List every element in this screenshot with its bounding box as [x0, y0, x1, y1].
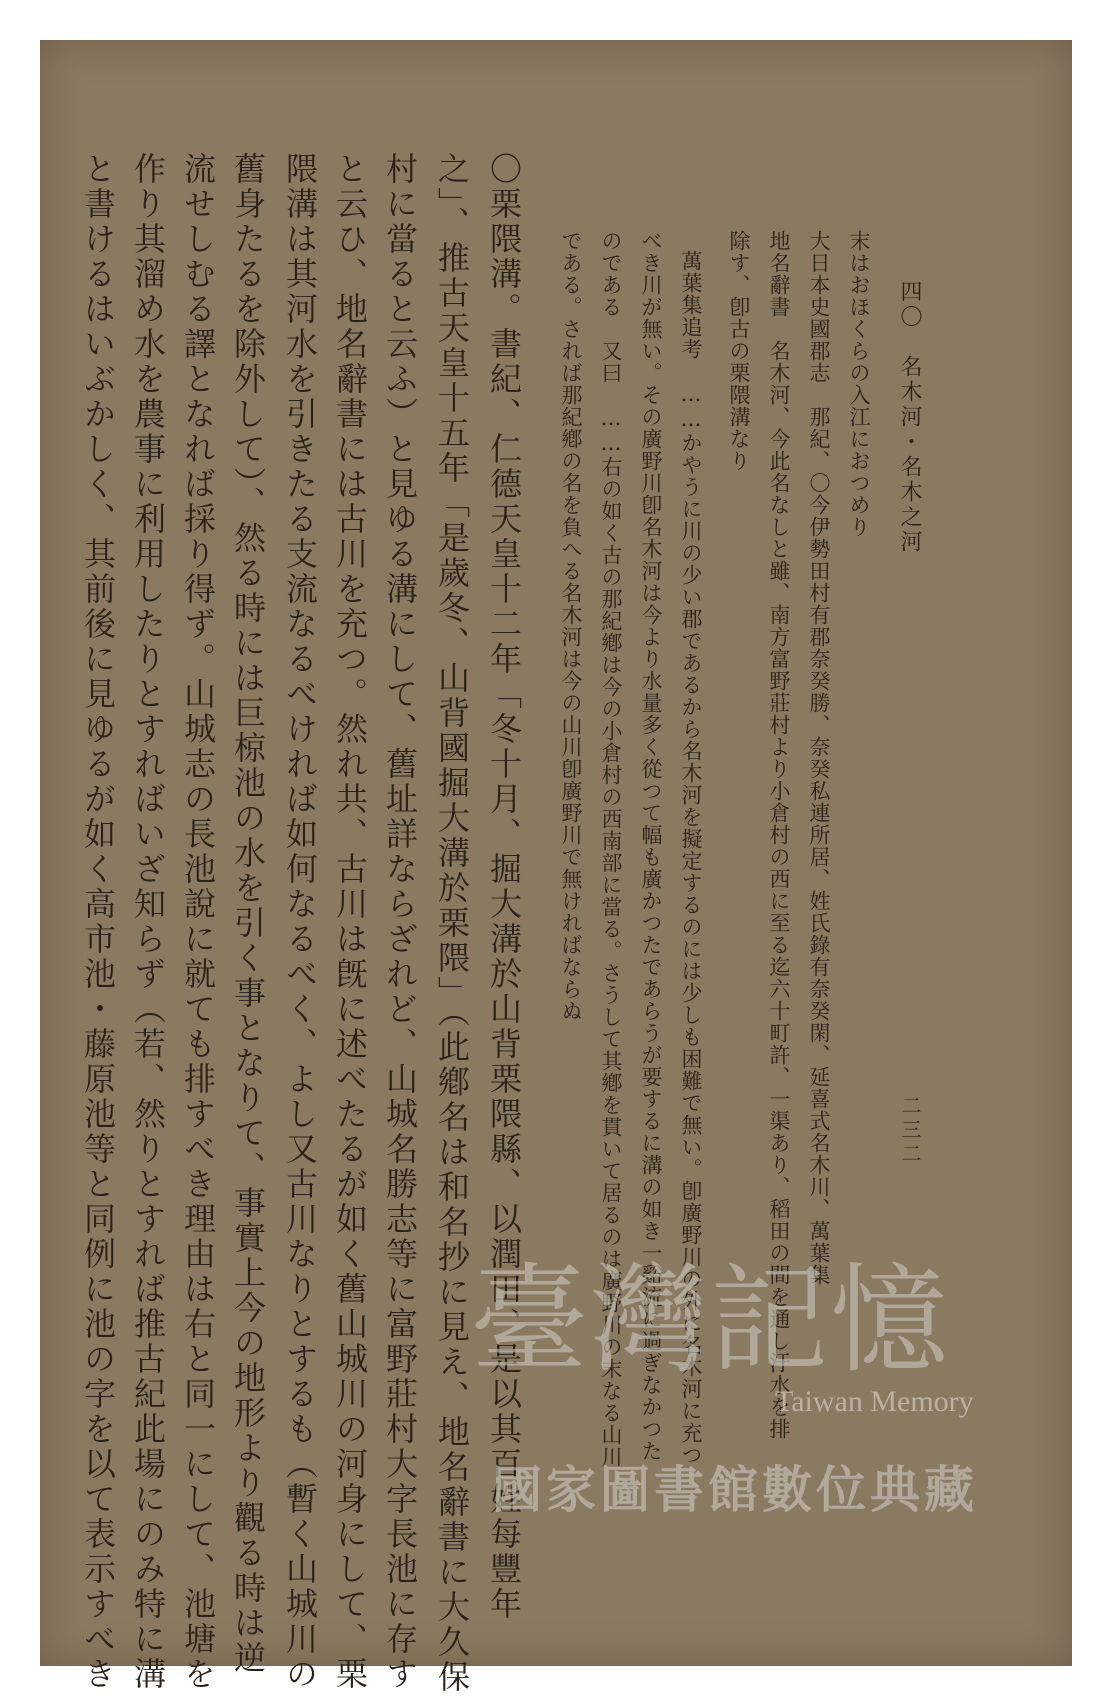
watermark-english: Taiwan Memory [775, 1385, 974, 1418]
page-number: 二三二 [898, 1095, 922, 1167]
text-column: 除す、卽古の栗隈溝なり [727, 230, 751, 472]
text-column: のである 又曰 ……右の如く古の那紀鄕は今の小倉村の西南部に當る。さうして其鄕を貫いて居るのは廣野川の末なる山川 [599, 230, 623, 1468]
text-column: べき川が無い。その廣野川卽名木河は今より水量多く從つて幅も廣かつたであらうが要するに溝の如き一谿流に過ぎなかつた [639, 230, 663, 1462]
text-column: 地名辭書 名木河、今此名なしと雖、南方富野莊村より小倉村の西に至る迄六十町許、一渠あり、稻田の間を通し汙水を排 [767, 230, 791, 1440]
watermark-logo: 臺灣記憶 [470, 1251, 951, 1389]
text-column: 作り其溜め水を農事に利用したりとすればいざ知らず（若、然りとすれば推古紀此場にのみ特に溝 [129, 152, 167, 1692]
text-column: 舊身たるを除外して）、然る時には巨椋池の水を引く事となりて、事實上今の地形より觀る時は逆 [229, 152, 267, 1676]
text-column: 末はおほくらの入江におつめり [847, 230, 871, 538]
text-column: 萬葉集追考 ……かやうに川の少い郡であるから名木河を擬定するのには少しも困難で無い。卽廣野川の外に名木河に充つ [679, 250, 703, 1466]
text-column: 大日本史國郡志 那紀、〇今伊勢田村有郡奈癸勝、奈癸私連所居、姓氏錄有奈癸閑、延喜式名木川、萬葉集 [807, 230, 831, 1286]
text-column: と書けるはいぶかしく、其前後に見ゆるが如く高市池・藤原池等と同例に池の字を以て表示すべき [79, 152, 117, 1692]
text-column: 流せしむる譯となれば採り得ず。山城志の長池說に就ても排すべき理由は右と同一にして、池塘を [179, 152, 217, 1692]
page-header-title: 四〇 名木河・名木之河 [897, 280, 922, 555]
text-column: 村に當ると云ふ）と見ゆる溝にして、舊址詳ならざれど、山城名勝志等に富野莊村大字長池に存す [381, 152, 419, 1692]
text-column: と云ひ、地名辭書には古川を充つ。然れ共、古川は旣に述べたるが如く舊山城川の河身にして、栗 [331, 152, 369, 1692]
text-column: 〇栗隈溝。書紀、仁德天皇十二年「冬十月、掘大溝於山背栗隈縣、以潤田、是以其百姓每豐年 [485, 152, 523, 1622]
text-column: 之」、推古天皇十五年「是歲冬、山背國掘大溝於栗隈」（此鄕名は和名抄に見え、地名辭書に大久保 [433, 152, 471, 1695]
watermark-chinese: 國家圖書館數位典藏 [492, 1461, 978, 1519]
text-column: 隈溝は其河水を引きたる支流なるべければ如何なるべく、よし又古川なりとするも（暫く山城川の [281, 152, 319, 1692]
text-column: である。されば那紀鄕の名を負へる名木河は今の山川卽廣野川で無ければならぬ [559, 230, 583, 1022]
book-page [40, 40, 1072, 1695]
